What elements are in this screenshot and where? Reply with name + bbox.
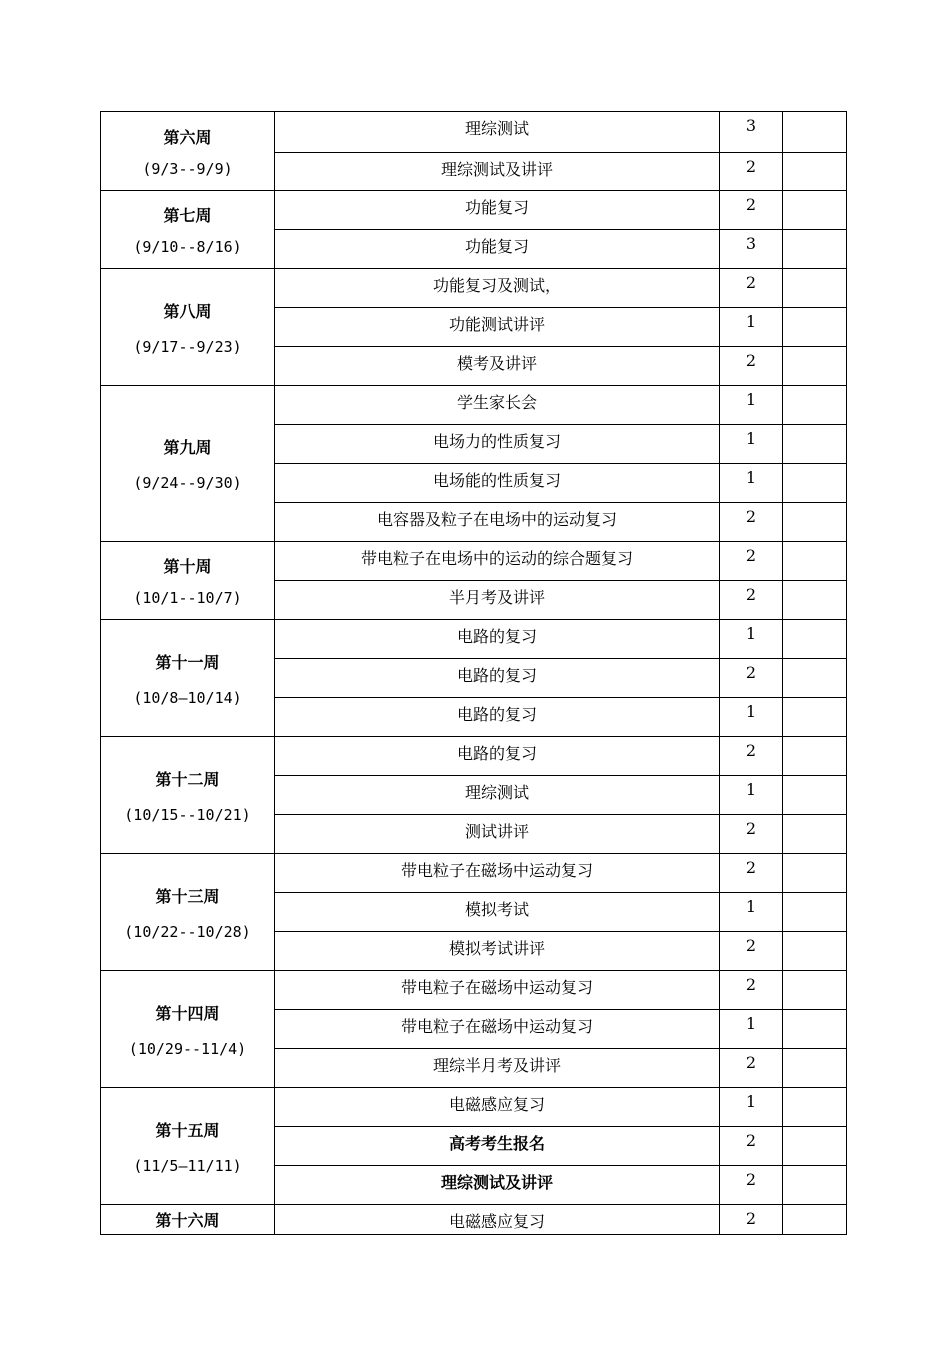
- hours-value: 3: [745, 116, 757, 135]
- schedule-table: [100, 111, 847, 1235]
- content-text: 理综测试: [464, 783, 529, 802]
- week-name: 第十五周: [155, 1120, 220, 1140]
- week-date-range: (9/10--8/16): [133, 238, 242, 256]
- content-cell: [275, 347, 720, 386]
- content-cell: [275, 542, 720, 581]
- hours-value: 1: [745, 429, 757, 448]
- remarks-cell: [783, 308, 847, 347]
- week-cell: [101, 1205, 275, 1235]
- content-cell: [275, 464, 720, 503]
- content-text: 理综测试及讲评: [440, 160, 553, 179]
- content-text: 功能复习: [464, 198, 529, 217]
- table-row: [101, 620, 847, 659]
- hours-value: 2: [745, 975, 757, 994]
- remarks-cell: [783, 659, 847, 698]
- week-cell: [101, 620, 275, 737]
- content-text: 电磁感应复习: [448, 1212, 545, 1231]
- content-text: 带电粒子在磁场中运动复习: [400, 861, 593, 880]
- hours-value: 2: [745, 663, 757, 682]
- content-cell: [275, 386, 720, 425]
- content-text: 电场力的性质复习: [432, 432, 561, 451]
- content-cell: [275, 1049, 720, 1088]
- content-text: 理综测试及讲评: [440, 1173, 553, 1192]
- week-name: 第八周: [163, 301, 212, 321]
- remarks-cell: [783, 698, 847, 737]
- week-cell: [101, 1088, 275, 1205]
- hours-value: 1: [745, 897, 757, 916]
- content-text: 理综测试: [464, 119, 529, 138]
- hours-value: 1: [745, 468, 757, 487]
- hours-value: 1: [745, 624, 757, 643]
- content-text: 电路的复习: [456, 744, 537, 763]
- hours-value: 1: [745, 1092, 757, 1111]
- content-cell: [275, 581, 720, 620]
- remarks-cell: [783, 971, 847, 1010]
- hours-cell: [720, 620, 783, 659]
- remarks-cell: [783, 1049, 847, 1088]
- hours-value: 1: [745, 312, 757, 331]
- remarks-cell: [783, 932, 847, 971]
- content-text: 模拟考试讲评: [448, 939, 545, 958]
- hours-cell: [720, 776, 783, 815]
- content-cell: [275, 620, 720, 659]
- remarks-cell: [783, 503, 847, 542]
- week-name: 第九周: [163, 438, 212, 457]
- content-cell: [275, 737, 720, 776]
- week-name: 第十四周: [155, 1003, 220, 1023]
- content-cell: [275, 659, 720, 698]
- hours-value: 3: [745, 234, 757, 253]
- table-row: [101, 854, 847, 893]
- content-cell: [275, 1205, 720, 1235]
- hours-value: 2: [745, 741, 757, 760]
- content-cell: [275, 153, 720, 191]
- hours-cell: [720, 1205, 783, 1235]
- content-text: 功能复习及测试，: [432, 276, 561, 295]
- remarks-cell: [783, 737, 847, 776]
- hours-cell: [720, 230, 783, 269]
- hours-cell: [720, 1010, 783, 1049]
- remarks-cell: [783, 776, 847, 815]
- week-cell: [101, 269, 275, 386]
- remarks-cell: [783, 581, 847, 620]
- week-cell: [101, 542, 275, 620]
- hours-value: 2: [745, 507, 757, 526]
- remarks-cell: [783, 191, 847, 230]
- hours-cell: [720, 854, 783, 893]
- week-name: 第十周: [163, 557, 212, 576]
- hours-value: 2: [745, 351, 757, 370]
- hours-value: 2: [745, 858, 757, 877]
- week-date-range: (9/17--9/23): [133, 337, 242, 356]
- week-date-range: (11/5—11/11): [133, 1156, 242, 1175]
- week-date-range: (9/24--9/30): [133, 474, 242, 492]
- hours-value: 2: [745, 936, 757, 955]
- remarks-cell: [783, 1010, 847, 1049]
- remarks-cell: [783, 269, 847, 308]
- content-cell: [275, 1166, 720, 1205]
- remarks-cell: [783, 347, 847, 386]
- hours-cell: [720, 153, 783, 191]
- hours-cell: [720, 815, 783, 854]
- week-date-range: (10/22--10/28): [124, 922, 251, 941]
- content-cell: [275, 230, 720, 269]
- hours-cell: [720, 542, 783, 581]
- remarks-cell: [783, 1166, 847, 1205]
- remarks-cell: [783, 854, 847, 893]
- content-text: 学生家长会: [456, 393, 537, 412]
- remarks-cell: [783, 893, 847, 932]
- table-row: [101, 1205, 847, 1235]
- week-date-range: (10/15--10/21): [124, 805, 251, 824]
- remarks-cell: [783, 1127, 847, 1166]
- content-cell: [275, 112, 720, 153]
- hours-value: 2: [745, 195, 757, 214]
- remarks-cell: [783, 153, 847, 191]
- hours-cell: [720, 737, 783, 776]
- hours-value: 2: [745, 1053, 757, 1072]
- hours-cell: [720, 425, 783, 464]
- week-date-range: (10/1--10/7): [133, 589, 242, 607]
- hours-cell: [720, 503, 783, 542]
- content-text: 带电粒子在磁场中运动复习: [400, 1017, 593, 1036]
- week-name: 第六周: [163, 127, 212, 147]
- hours-value: 2: [745, 546, 757, 565]
- content-text: 测试讲评: [464, 822, 529, 841]
- week-cell: [101, 737, 275, 854]
- table-row: [101, 542, 847, 581]
- hours-cell: [720, 386, 783, 425]
- table-row: [101, 737, 847, 776]
- hours-cell: [720, 971, 783, 1010]
- content-text: 电场能的性质复习: [432, 471, 561, 490]
- hours-value: 1: [745, 390, 757, 409]
- week-name: 第十二周: [155, 769, 220, 789]
- content-text: 模拟考试: [464, 900, 529, 919]
- week-cell: [101, 971, 275, 1088]
- remarks-cell: [783, 386, 847, 425]
- content-text: 功能复习: [464, 237, 529, 256]
- hours-cell: [720, 893, 783, 932]
- week-date-range: (10/29--11/4): [128, 1039, 247, 1058]
- content-cell: [275, 269, 720, 308]
- hours-cell: [720, 464, 783, 503]
- content-text: 理综半月考及讲评: [432, 1056, 561, 1075]
- hours-value: 1: [745, 1014, 757, 1033]
- hours-cell: [720, 269, 783, 308]
- content-text: 模考及讲评: [456, 354, 537, 373]
- content-cell: [275, 503, 720, 542]
- week-name: 第十六周: [155, 1211, 220, 1230]
- hours-value: 2: [745, 585, 757, 604]
- content-text: 带电粒子在磁场中运动复习: [400, 978, 593, 997]
- hours-cell: [720, 1166, 783, 1205]
- week-date-range: (10/8—10/14): [133, 688, 242, 707]
- content-text: 电路的复习: [456, 705, 537, 724]
- table-row: [101, 191, 847, 230]
- hours-cell: [720, 1049, 783, 1088]
- week-name: 第十一周: [155, 652, 220, 672]
- content-text: 电路的复习: [456, 666, 537, 685]
- content-text: 高考考生报名: [448, 1134, 545, 1153]
- hours-value: 2: [745, 1209, 757, 1228]
- content-cell: [275, 893, 720, 932]
- week-cell: [101, 112, 275, 191]
- content-cell: [275, 1127, 720, 1166]
- content-cell: [275, 815, 720, 854]
- hours-value: 2: [745, 157, 757, 176]
- content-text: 带电粒子在电场中的运动的综合题复习: [360, 549, 633, 568]
- hours-value: 2: [745, 1131, 757, 1150]
- table-row: [101, 112, 847, 153]
- content-text: 电磁感应复习: [448, 1095, 545, 1114]
- hours-value: 2: [745, 273, 757, 292]
- content-cell: [275, 698, 720, 737]
- content-cell: [275, 425, 720, 464]
- week-cell: [101, 386, 275, 542]
- hours-cell: [720, 191, 783, 230]
- content-cell: [275, 308, 720, 347]
- content-text: 功能测试讲评: [448, 315, 545, 334]
- remarks-cell: [783, 112, 847, 153]
- remarks-cell: [783, 620, 847, 659]
- hours-value: 1: [745, 780, 757, 799]
- hours-cell: [720, 659, 783, 698]
- week-name: 第十三周: [155, 886, 220, 906]
- hours-value: 1: [745, 702, 757, 721]
- hours-cell: [720, 112, 783, 153]
- content-cell: [275, 776, 720, 815]
- table-row: [101, 1088, 847, 1127]
- content-cell: [275, 1088, 720, 1127]
- hours-cell: [720, 932, 783, 971]
- remarks-cell: [783, 1205, 847, 1235]
- hours-value: 2: [745, 1170, 757, 1189]
- table-row: [101, 971, 847, 1010]
- content-cell: [275, 932, 720, 971]
- table-row: [101, 269, 847, 308]
- hours-cell: [720, 308, 783, 347]
- hours-cell: [720, 1088, 783, 1127]
- hours-value: 2: [745, 819, 757, 838]
- content-text: 电路的复习: [456, 627, 537, 646]
- hours-cell: [720, 698, 783, 737]
- content-cell: [275, 1010, 720, 1049]
- remarks-cell: [783, 1088, 847, 1127]
- week-date-range: (9/3--9/9): [142, 159, 233, 178]
- content-text: 电容器及粒子在电场中的运动复习: [376, 510, 617, 529]
- week-cell: [101, 191, 275, 269]
- hours-cell: [720, 1127, 783, 1166]
- week-name: 第七周: [163, 206, 212, 225]
- table-row: [101, 386, 847, 425]
- content-cell: [275, 854, 720, 893]
- hours-cell: [720, 347, 783, 386]
- content-cell: [275, 971, 720, 1010]
- content-cell: [275, 191, 720, 230]
- remarks-cell: [783, 464, 847, 503]
- week-cell: [101, 854, 275, 971]
- remarks-cell: [783, 815, 847, 854]
- remarks-cell: [783, 542, 847, 581]
- content-text: 半月考及讲评: [448, 588, 545, 607]
- hours-cell: [720, 581, 783, 620]
- remarks-cell: [783, 425, 847, 464]
- remarks-cell: [783, 230, 847, 269]
